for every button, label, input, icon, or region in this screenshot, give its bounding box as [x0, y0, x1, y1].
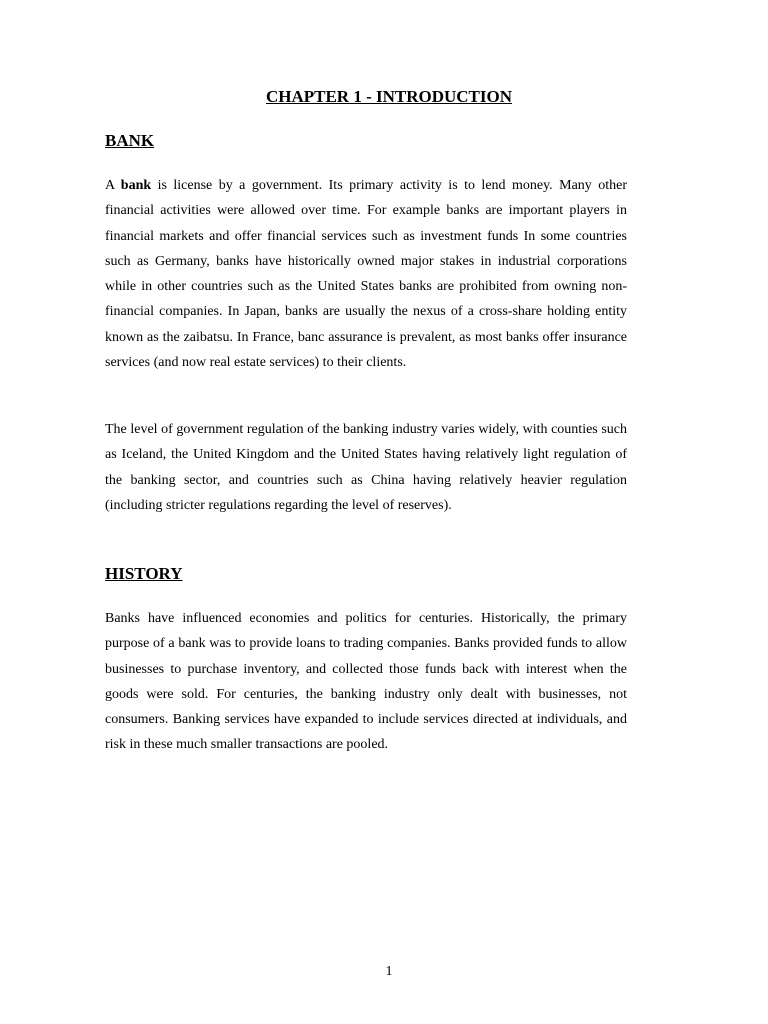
history-paragraph-1: Banks have influenced economies and politics for centuries. Historically, the primary purpose of a bank was to provide loans to trading companies. Banks provided funds to allow businesses to purchase inventory, and collected those funds back with interest when the goods were sold. For centuries, the banking industry only dealt with businesses, not consumers. Banking services have expanded to include services directed at individuals, and risk in these much smaller transactions are pooled.: [105, 611, 627, 753]
paragraph-body: is license by a government. Its primary activity is to lend money. Many other financial activities were allowed over time. For example banks are important players in financial markets and offer financial services such as investment funds In some countries such as Germany, banks have historically owned major stakes in industrial corporations while in other countries such as the United States banks are prohibited from owning non-financial companies. In Japan, banks are usually the nexus of a cross-share holding entity known as the zaibatsu. In France, banc assurance is prevalent, as most banks offer insurance services (and now real estate services) to their clients.: [105, 178, 628, 371]
page-number: 1: [385, 964, 393, 979]
section-heading-bank: BANK: [105, 131, 155, 150]
bank-paragraph-1: [105, 173, 627, 375]
paragraph-lead: A: [105, 178, 121, 193]
section-heading-history: HISTORY: [105, 564, 183, 583]
chapter-title: CHAPTER 1 - INTRODUCTION: [265, 87, 513, 106]
bank-term: bank: [120, 178, 152, 193]
bank-paragraph-2: The level of government regulation of the banking industry varies widely, with counties such as Iceland, the United Kingdom and the United States having relatively light regulation of the banking sector, and countries such as China having relatively heavier regulation (including stricter regulations regarding the level of reserves).: [105, 422, 627, 513]
